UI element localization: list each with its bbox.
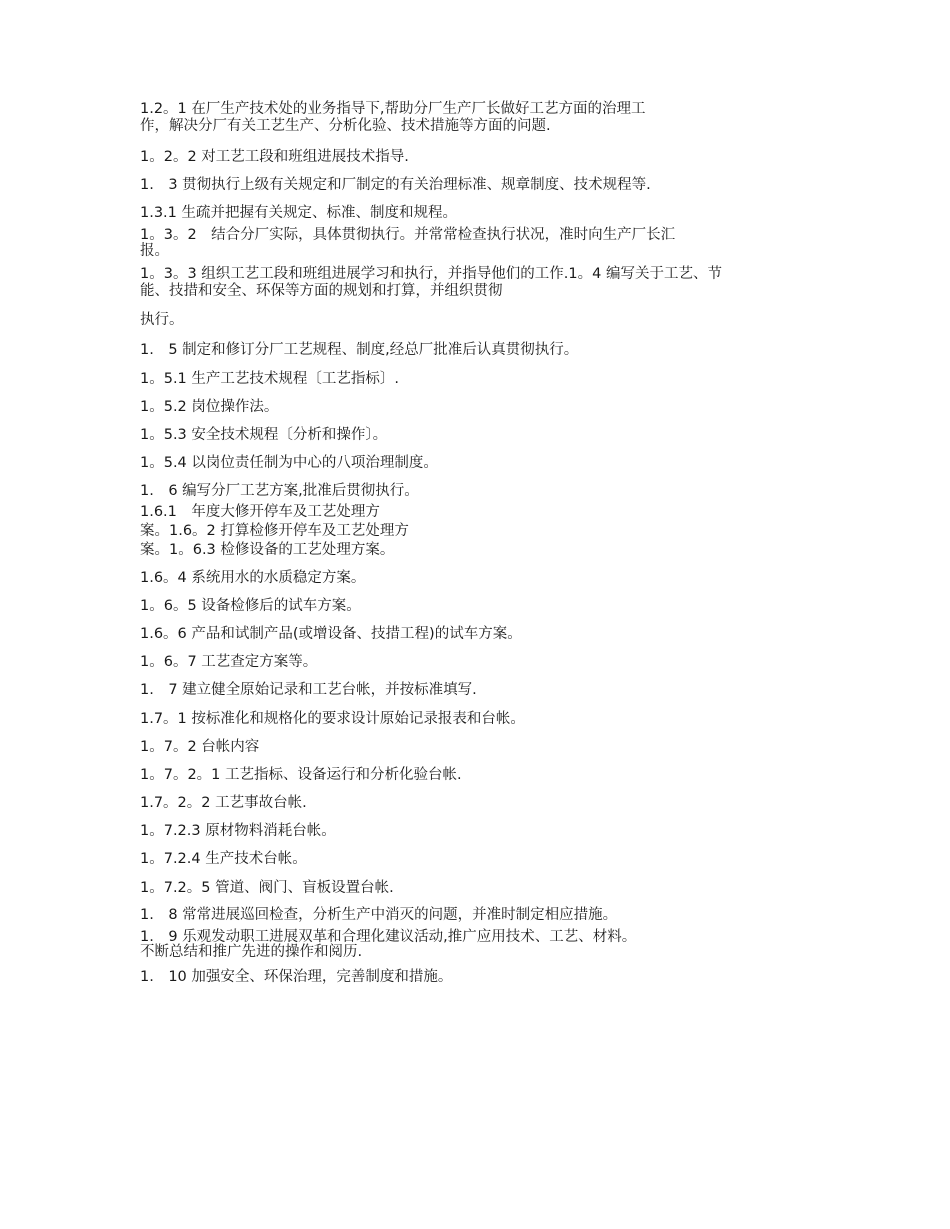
text-line: 案。1.6。2 打算检修开停车及工艺处理方 [140,523,409,539]
text-line: 执行。 [140,312,184,328]
text-line: 1。7.2.4 生产技术台帐。 [140,851,307,867]
text-line: 能、技措和安全、环保等方面的规划和打算，并组织贯彻 [140,283,503,299]
text-line: 1.6。6 产品和试制产品(或增设备、技措工程)的试车方案。 [140,626,522,642]
text-line: 1。7.2。5 管道、阀门、盲板设置台帐. [140,880,394,896]
text-line: 1。3。3 组织工艺工段和班组进展学习和执行，并指导他们的工作.1。4 编写关于工艺、节 [140,266,722,282]
text-line: 1. 6 编写分厂工艺方案,批准后贯彻执行。 [140,483,419,499]
text-line: 1. 10 加强安全、环保治理，完善制度和措施。 [140,969,453,985]
text-line: 案。1。6.3 检修设备的工艺处理方案。 [140,542,395,558]
text-line: 报。 [140,243,169,259]
text-line: 1。7.2.3 原材物料消耗台帐。 [140,823,336,839]
text-line: 1.3.1 生疏并把握有关规定、标准、制度和规程。 [140,205,458,221]
text-line: 1.2。1 在厂生产技术处的业务指导下,帮助分厂生产厂长做好工艺方面的治理工 [140,101,646,117]
text-line: 1。2。2 对工艺工段和班组进展技术指导. [140,149,409,165]
text-line: 1.7。2。2 工艺事故台帐. [140,795,307,811]
text-line: 1.6。4 系统用水的水质稳定方案。 [140,570,366,586]
text-line: 1。3。2 结合分厂实际，具体贯彻执行。并常常检查执行状况，准时向生产厂长汇 [140,227,676,243]
text-line: 1.6.1 年度大修开停车及工艺处理方 [140,504,380,520]
text-line: 1。6。7 工艺查定方案等。 [140,654,318,670]
text-line: 1。6。5 设备检修后的试车方案。 [140,598,361,614]
text-line: 1. 3 贯彻执行上级有关规定和厂制定的有关治理标准、规章制度、技术规程等. [140,177,651,193]
text-line: 不断总结和推广先进的操作和阅历. [140,944,363,960]
text-line: 作，解决分厂有关工艺生产、分析化验、技术措施等方面的问题. [140,118,551,134]
text-line: 1. 9 乐观发动职工进展双革和合理化建议活动,推广应用技术、工艺、材料。 [140,929,637,945]
text-line: 1. 8 常常进展巡回检查，分析生产中消灭的问题，并准时制定相应措施。 [140,907,618,923]
text-line: 1。5.3 安全技术规程〔分析和操作〕。 [140,427,388,443]
text-line: 1. 5 制定和修订分厂工艺规程、制度,经总厂批准后认真贯彻执行。 [140,342,579,358]
text-line: 1。7。2 台帐内容 [140,739,260,755]
text-line: 1. 7 建立健全原始记录和工艺台帐，并按标准填写. [140,682,477,698]
text-line: 1。7。2。1 工艺指标、设备运行和分析化验台帐. [140,767,462,783]
text-line: 1.7。1 按标准化和规格化的要求设计原始记录报表和台帐。 [140,711,525,727]
text-line: 1。5.1 生产工艺技术规程〔工艺指标〕. [140,371,400,387]
text-line: 1。5.2 岗位操作法。 [140,399,279,415]
text-line: 1。5.4 以岗位责任制为中心的八项治理制度。 [140,455,438,471]
